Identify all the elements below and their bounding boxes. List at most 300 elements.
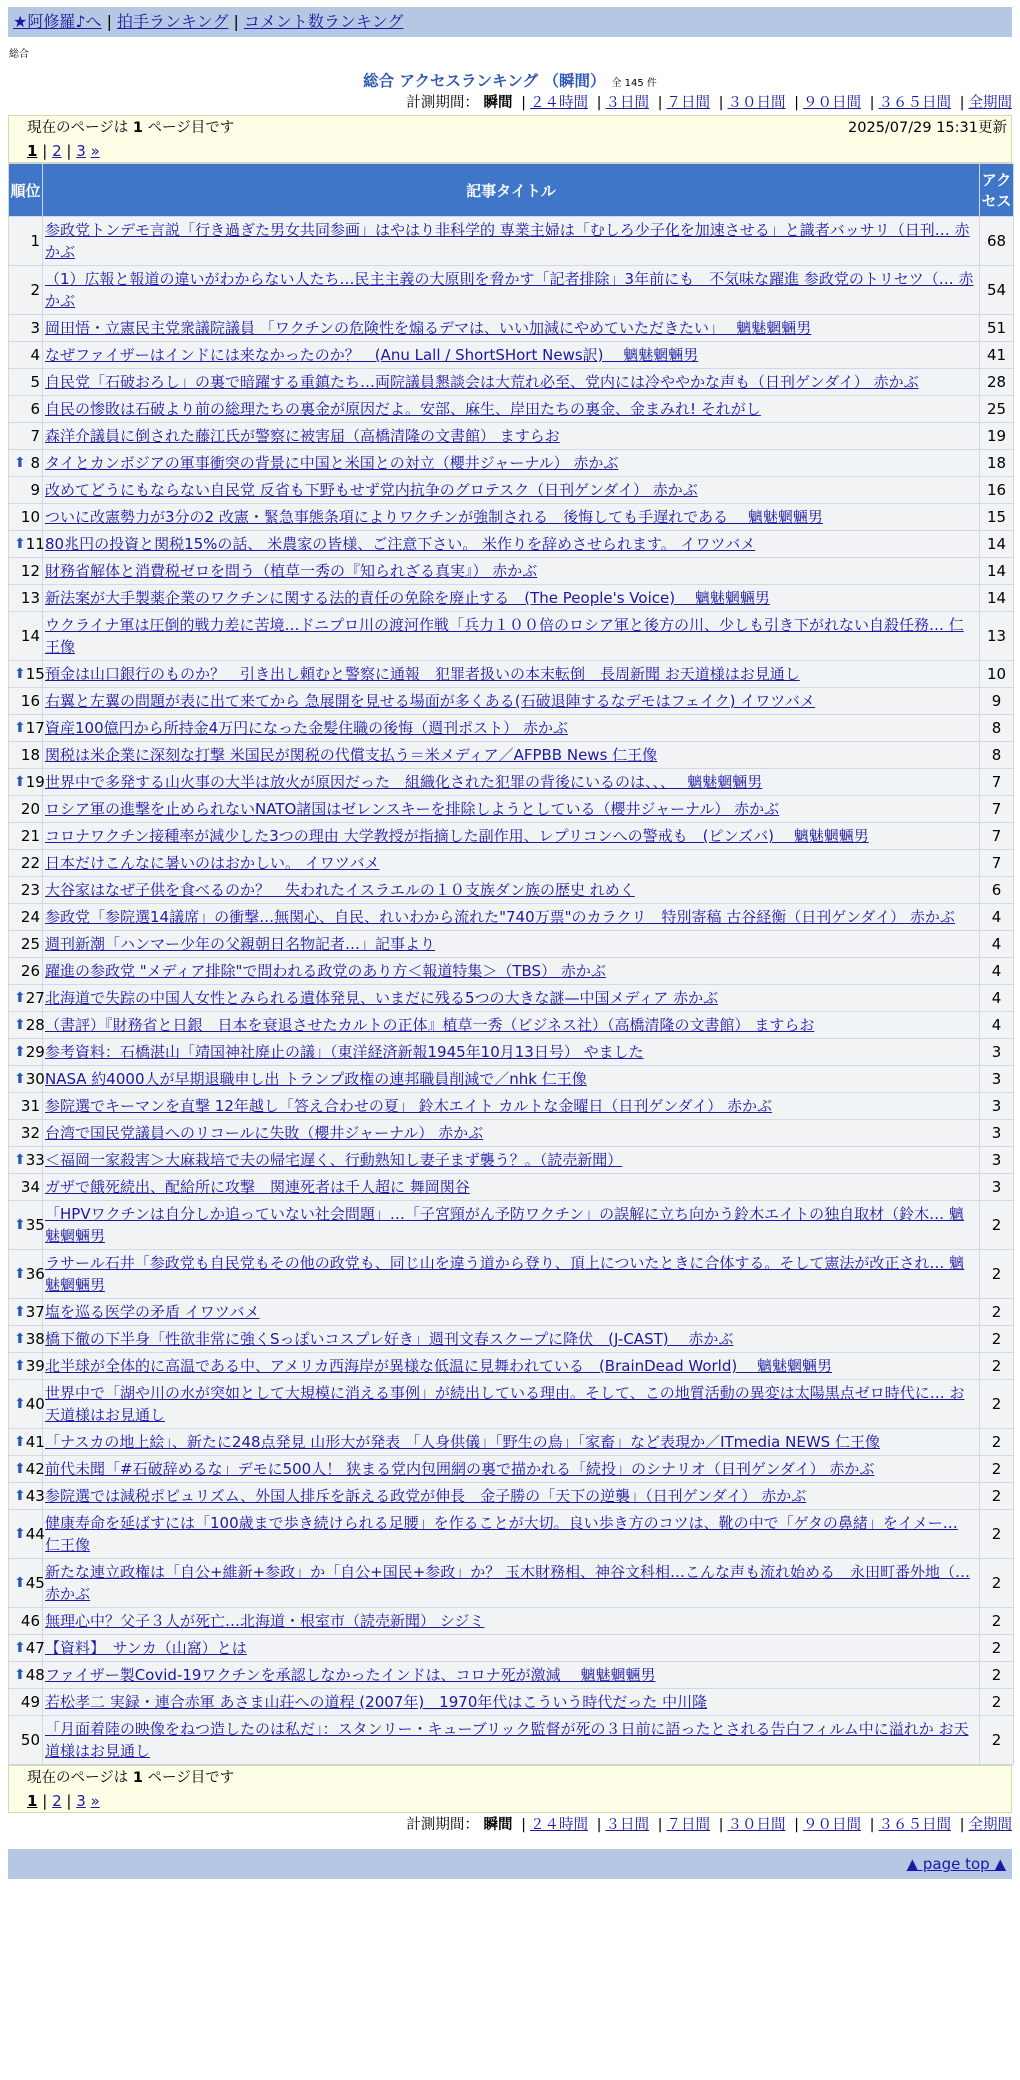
page-separator: | [66,142,72,160]
article-link[interactable]: NASA 約4000人が早期退職申し出 トランプ政権の連邦職員削減で／nhk 仁王像 [45,1070,587,1088]
table-row [9,1120,1013,1146]
access-count: 2 [980,1635,1013,1661]
rank-cell [9,1608,42,1634]
article-link[interactable]: 改めてどうにもならない自民党 反省も下野もせず党内抗争のグロテスク（日刊ゲンダイ） 赤かぶ [45,481,698,499]
title-cell [43,715,979,741]
access-count: 68 [980,217,1013,265]
article-link[interactable]: 【資料】 サンカ（山窩）とは [45,1639,247,1657]
access-count: 2 [980,1608,1013,1634]
rank-up-icon: ⬆ [14,1488,26,1504]
table-row [9,769,1013,795]
table-row [9,266,1013,314]
rank-up-icon: ⬆ [14,1358,26,1374]
title-cell [43,1174,979,1200]
title-cell [43,661,979,687]
title-cell [43,1147,979,1173]
access-count: 8 [980,742,1013,768]
page-3-link[interactable]: 3 [76,1792,86,1810]
article-link[interactable]: 若松孝二 実録・連合赤軍 あさま山荘への道程 (2007年)＿1970年代はこういう時代だった 中川隆 [45,1693,708,1711]
article-link[interactable]: 参院選でキーマンを直撃 12年越し「答え合わせの夏」 鈴木エイト カルトな金曜日（日刊ゲンダイ） 赤かぶ [45,1097,772,1115]
rank-number: 16 [20,692,40,710]
access-count: 14 [980,531,1013,557]
title-cell [43,985,979,1011]
table-row [9,1510,1013,1558]
period-365d[interactable]: ３６５日間 [878,1817,951,1833]
rank-number: 2 [30,281,40,299]
title-cell [43,877,979,903]
rank-cell [9,823,42,849]
title-cell [43,1662,979,1688]
title-cell [43,504,979,530]
title-cell [43,531,979,557]
rank-up-icon: ⬆ [14,1526,26,1542]
rank-number: 49 [20,1693,40,1711]
rank-number: 22 [20,854,40,872]
article-link[interactable]: 自民の惨敗は石破より前の総理たちの裏金が原因だよ。安部、麻生、岸田たちの裏金、金まみれ! それがし [45,400,761,418]
rank-cell [9,1039,45,1065]
access-count: 14 [980,585,1013,611]
access-header: アクセス [980,164,1013,216]
rank-cell [9,1559,45,1607]
rank-cell [9,661,45,687]
rank-number: 5 [30,373,40,391]
rank-number: 39 [25,1357,45,1375]
table-row [9,1635,1013,1661]
period-365d[interactable]: ３６５日間 [878,95,951,111]
page-3-link[interactable]: 3 [76,142,86,160]
period-selector-top [0,91,1012,115]
period-all[interactable]: 全期間 [968,1817,1012,1833]
table-row [9,1066,1013,1092]
title-cell [43,450,979,476]
ranking-body [9,217,1013,1764]
period-3d[interactable]: ３日間 [605,95,649,111]
article-link[interactable]: ファイザー製Covid-19ワクチンを承認しなかったインドは、コロナ死が激減 魑魅魍魎男 [45,1666,656,1684]
page-current: 1 [27,1792,38,1810]
article-link[interactable]: 預金は山口銀行のものか？ 引き出し頼むと警察に通報 犯罪者扱いの本末転倒 長周新聞 お天道様はお見通し [45,665,800,683]
rank-cell [9,1689,42,1715]
rank-cell [9,985,45,1011]
access-count: 25 [980,396,1013,422]
access-count: 4 [980,1012,1013,1038]
table-row [9,477,1013,503]
rank-up-icon: ⬆ [14,990,26,1006]
period-label: 計測期間： [406,95,479,111]
article-link[interactable]: 自民党「石破おろし」の裏で暗躍する重鎮たち…両院議員懇談会は大荒れ必至、党内には冷ややかな声も（日刊ゲンダイ） 赤かぶ [45,373,919,391]
access-count: 15 [980,504,1013,530]
table-row [9,423,1013,449]
article-link[interactable]: 日本だけこんなに暑いのはおかしい。 イワツバメ [45,854,380,872]
period-30d[interactable]: ３０日間 [727,1817,786,1833]
article-link[interactable]: 前代未聞「#石破辞めるな」デモに500人！ 狭まる党内包囲網の裏で描かれる「続投」のシナリオ（日刊ゲンダイ） 赤かぶ [45,1460,875,1478]
rank-up-icon: ⬆ [14,455,26,471]
article-link[interactable]: 資産100億円から所持金4万円になった金髪住職の後悔（週刊ポスト） 赤かぶ [45,719,568,737]
article-link[interactable]: 参考資料：石橋湛山「靖国神社廃止の議」（東洋経済新報1945年10月13日号） やました [45,1043,644,1061]
rank-up-icon: ⬆ [14,1017,26,1033]
rank-number: 48 [25,1666,45,1684]
rank-number: 21 [20,827,40,845]
table-row [9,369,1013,395]
table-row [9,742,1013,768]
title-cell [43,1201,979,1249]
period-all[interactable]: 全期間 [968,95,1012,111]
title-cell [43,1012,979,1038]
rank-up-icon: ⬆ [14,1640,26,1656]
access-count: 28 [980,369,1013,395]
rank-cell [9,769,45,795]
rank-cell [9,342,42,368]
article-link[interactable]: 躍進の参政党 "メディア排除"で問われる政党のあり方＜報道特集＞（TBS） 赤かぶ [45,962,606,980]
article-link[interactable]: 参院選では減税ポピュリズム、外国人排斥を訴える政党が伸長 金子勝の「天下の逆襲」（日刊ゲンダイ） 赤かぶ [45,1487,807,1505]
title-cell [43,315,979,341]
title-cell [43,1353,979,1379]
period-3d[interactable]: ３日間 [605,1817,649,1833]
rank-number: 41 [25,1433,45,1451]
article-link[interactable]: コロナワクチン接種率が減少した3つの理由 大学教授が指摘した副作用、レプリコンへの警戒も (ピンズバ) 魑魅魍魎男 [45,827,869,845]
rank-number: 38 [25,1330,45,1348]
table-row [9,823,1013,849]
table-row [9,958,1013,984]
rank-number: 44 [25,1525,45,1543]
rank-number: 37 [25,1303,45,1321]
article-link[interactable]: 週刊新潮「ハンマー少年の父親朝日名物記者…」記事より [45,935,436,953]
clap-ranking-link[interactable]: 拍手ランキング [116,12,229,31]
table-row [9,1201,1013,1249]
rank-cell [9,850,42,876]
period-separator: | [959,95,965,111]
title-cell [43,558,979,584]
rank-number: 32 [20,1124,40,1142]
title-cell [43,477,979,503]
article-link[interactable]: （書評）『財務省と日銀 日本を衰退させたカルトの正体』植草一秀（ビジネス社）（高橋清隆の文書館） ますらお [45,1016,815,1034]
rank-number: 19 [25,773,45,791]
article-link[interactable]: 新たな連立政権は「自公+維新+参政」か「自公+国民+参政」か？ 玉木財務相、神谷文科相…こんな声も流れ始める 永田町番外地（… 赤かぶ [45,1563,971,1603]
rank-up-icon: ⬆ [14,1044,26,1060]
period-separator: | [521,1817,526,1833]
title-cell [43,1608,979,1634]
pager-bottom [8,1765,1012,1813]
page-links [27,140,1011,162]
access-count: 2 [980,1689,1013,1715]
rank-cell [9,1174,42,1200]
table-row [9,1174,1013,1200]
access-count: 9 [980,688,1013,714]
rank-cell [9,1716,42,1764]
rank-number: 13 [20,589,40,607]
article-link[interactable]: 「ナスカの地上絵」、新たに248点発見 山形大が発表 「人身供儀」「野生の鳥」「家畜」など表現か／ITmedia NEWS 仁王像 [45,1433,880,1451]
rank-cell [9,1456,45,1482]
rank-up-icon: ⬆ [14,666,26,682]
rank-cell [9,585,42,611]
table-header-row [9,164,1013,216]
table-row [9,612,1013,660]
rank-up-icon: ⬆ [14,1266,26,1282]
rank-up-icon: ⬆ [14,1667,26,1683]
table-row [9,931,1013,957]
access-count: 10 [980,661,1013,687]
title-cell [43,266,979,314]
table-row [9,1380,1013,1428]
ranking-table [8,163,1014,1765]
article-link[interactable]: 参政党「参院選14議席」の衝撃…無関心、自民、れいわから流れた"740万票"のカラクリ 特別寄稿 古谷経衡（日刊ゲンダイ） 赤かぶ [45,908,955,926]
rank-cell [9,1429,45,1455]
rank-cell [9,1353,45,1379]
rank-cell [9,958,42,984]
period-30d[interactable]: ３０日間 [727,95,786,111]
article-link[interactable]: 岡田悟・立憲民主党衆議院議員 「ワクチンの危険性を煽るデマは、いい加減にやめていただきたい」 魑魅魍魎男 [45,319,812,337]
table-row [9,715,1013,741]
nav-separator: | [233,12,239,31]
rank-number: 9 [30,481,40,499]
table-row [9,850,1013,876]
page-current: 1 [27,142,38,160]
article-link[interactable]: タイとカンボジアの軍事衝突の背景に中国と米国との対立（櫻井ジャーナル） 赤かぶ [45,454,619,472]
rank-number: 28 [25,1016,45,1034]
period-separator: | [959,1817,965,1833]
article-link[interactable]: ラサール石井「参政党も自民党もその他の政党も、同じ山を違う道から登り、頂上についたときに合体する。そして憲法が改正され… 魑魅魍魎男 [45,1254,965,1294]
rank-number: 12 [20,562,40,580]
table-row [9,1147,1013,1173]
table-row [9,504,1013,530]
page-prefix: 現在のページは [27,120,129,136]
table-row [9,1250,1013,1298]
title-cell [43,423,979,449]
rank-cell [9,612,42,660]
article-link[interactable]: 北半球が全体的に高温である中、アメリカ西海岸が異様な低温に見舞われている (BrainDead World) 魑魅魍魎男 [45,1357,832,1375]
page-status-bottom [27,1766,1011,1790]
rank-cell [9,1201,45,1249]
access-count: 2 [980,1201,1013,1249]
rank-number: 46 [20,1612,40,1630]
rank-cell [9,504,42,530]
page-separator: | [42,1792,48,1810]
article-link[interactable]: （1）広報と報道の違いがわからない人たち…民主主義の大原則を脅かす「記者排除」3年前にも 不気味な躍進 参政党のトリセツ（… 赤かぶ [45,270,974,310]
period-24h[interactable]: ２４時間 [530,1817,588,1833]
title-cell [43,1326,979,1352]
next-page-link[interactable]: » [90,1792,100,1810]
access-count: 2 [980,1299,1013,1325]
rank-cell [9,796,42,822]
rank-number: 27 [25,989,45,1007]
title-cell [43,342,979,368]
access-count: 3 [980,1174,1013,1200]
article-link[interactable]: 「月面着陸の映像をねつ造したのは私だ」：スタンリー・キューブリック監督が死の３日前に語ったとされる告白フィルム中に溢れか お天道様はお見通し [45,1720,969,1760]
rank-number: 20 [20,800,40,818]
rank-cell [9,1120,42,1146]
access-count: 51 [980,315,1013,341]
pager-top [8,115,1012,163]
updated-time: 2025/07/29 15:31更新 [848,120,1007,136]
rank-cell [9,266,42,314]
period-90d[interactable]: ９０日間 [803,1817,861,1833]
period-separator: | [869,1817,875,1833]
rank-cell [9,217,42,265]
table-row [9,1456,1013,1482]
period-separator: | [596,95,602,111]
rank-number: 1 [30,232,40,250]
access-count: 3 [980,1093,1013,1119]
period-separator: | [657,1817,663,1833]
rank-number: 50 [20,1731,40,1749]
table-row [9,450,1013,476]
article-link[interactable]: 「HPVワクチンは自分しか追っていない社会問題」…「子宮頸がん予防ワクチン」の誤解に立ち向かう鈴木エイトの独自取材（鈴木… 魑魅魍魎男 [45,1205,964,1245]
table-row [9,1093,1013,1119]
title-cell [43,1250,979,1298]
period-separator: | [794,1817,799,1833]
rank-up-icon: ⬆ [14,774,26,790]
page-links-bottom [27,1790,1011,1812]
article-link[interactable]: 新法案が大手製薬企業のワクチンに関する法的責任の免除を廃止する (The People's Voice) 魑魅魍魎男 [45,589,770,607]
period-24h[interactable]: ２４時間 [530,95,588,111]
rank-cell [9,1662,45,1688]
title-cell [43,1689,979,1715]
title-cell [43,1066,979,1092]
rank-number: 18 [20,746,40,764]
page-top-link[interactable]: ▲ page top ▲ [906,1855,1006,1873]
page-2-link[interactable]: 2 [52,142,62,160]
article-link[interactable]: 塩を巡る医学の矛盾 イワツバメ [45,1303,260,1321]
access-count: 14 [980,558,1013,584]
article-link[interactable]: 財務省解体と消費税ゼロを問う（植草一秀の『知られざる真実』） 赤かぶ [45,562,538,580]
access-count: 2 [980,1662,1013,1688]
period-7d[interactable]: ７日間 [666,1817,710,1833]
rank-number: 33 [25,1151,45,1169]
rank-cell [9,877,42,903]
rank-up-icon: ⬆ [14,1217,26,1233]
page-number: 1 [132,120,143,136]
article-link[interactable]: 無理心中？父子３人が死亡…北海道・根室市（読売新聞） シジミ [45,1612,485,1630]
rank-number: 26 [20,962,40,980]
article-link[interactable]: ガザで餓死続出、配給所に攻撃 関連死者は千人超に 舞岡関谷 [45,1178,470,1196]
rank-up-icon: ⬆ [14,1304,26,1320]
rank-cell [9,1147,45,1173]
title-cell [43,585,979,611]
period-separator: | [521,95,526,111]
rank-number: 15 [25,665,45,683]
period-7d[interactable]: ７日間 [666,95,710,111]
rank-up-icon: ⬆ [14,1461,26,1477]
rank-cell [9,1510,45,1558]
article-link[interactable]: 世界中で多発する山火事の大半は放火が原因だった 組織化された犯罪の背後にいるのは、、、 魑魅魍魎男 [45,773,763,791]
article-link[interactable]: 世界中で「湖や川の水が突如として大規模に消える事例」が続出している理由。そして、この地質活動の異変は太陽黒点ゼロ時代に… お天道様はお見通し [45,1384,965,1424]
next-page-link[interactable]: » [90,142,100,160]
access-count: 4 [980,985,1013,1011]
access-count: 3 [980,1039,1013,1065]
article-link[interactable]: 関税は米企業に深刻な打撃 米国民が関税の代償支払う＝米メディア／AFPBB News 仁王像 [45,746,658,764]
title-cell [43,1039,979,1065]
article-link[interactable]: 参政党トンデモ言説「行き過ぎた男女共同参画」はやはり非科学的 専業主婦は「むしろ少子化を加速させる」と識者バッサリ（日刊… 赤かぶ [45,221,970,261]
title-cell [43,369,979,395]
ranking-title: 総合 アクセスランキング （瞬間） [363,72,606,90]
top-nav-bar [8,7,1012,37]
page-suffix: ページ目です [147,1770,235,1786]
access-count: 3 [980,1147,1013,1173]
title-cell [43,1120,979,1146]
title-cell [43,1559,979,1607]
article-link[interactable]: 橋下徹の下半身「性欲非常に強くSっぽいコスプレ好き」週刊文春スクープに降伏 (J-CAST) 赤かぶ [45,1330,734,1348]
rank-cell [9,558,42,584]
title-header: 記事タイトル [43,164,979,216]
title-cell [43,1510,979,1558]
rank-number: 29 [25,1043,45,1061]
title-cell [43,1380,979,1428]
article-link[interactable]: 80兆円の投資と関税15%の話、 米農家の皆様、ご注意下さい。 米作りを辞めさせられます。 イワツバメ [45,535,756,553]
period-separator: | [718,95,724,111]
period-selector-bottom [0,1813,1012,1837]
rank-number: 31 [20,1097,40,1115]
rank-number: 34 [20,1178,40,1196]
article-link[interactable]: 森洋介議員に倒された藤江氏が警察に被害届（高橋清隆の文書館） ますらお [45,427,560,445]
article-link[interactable]: 北海道で失踪の中国人女性とみられる遺体発見、いまだに残る5つの大きな謎—中国メディア 赤かぶ [45,989,719,1007]
access-count: 7 [980,769,1013,795]
period-current: 瞬間 [483,1817,513,1833]
article-link[interactable]: ロシア軍の進撃を止められないNATO諸国はゼレンスキーを排除しようとしている（櫻井ジャーナル） 赤かぶ [45,800,780,818]
article-link[interactable]: なぜファイザーはインドには来なかったのか？ (Anu Lall / ShortSHort News訳) 魑魅魍魎男 [45,346,699,364]
access-count: 2 [980,1429,1013,1455]
title-cell [43,217,979,265]
article-link[interactable]: ＜福岡一家殺害＞大麻栽培で夫の帰宅遅く、行動熟知し妻子まず襲う？。（読売新聞） [45,1151,623,1169]
table-row [9,217,1013,265]
access-count: 3 [980,1066,1013,1092]
title-cell [43,396,979,422]
rank-cell [9,423,42,449]
rank-cell [9,1066,45,1092]
rank-cell [9,1380,45,1428]
table-row [9,1689,1013,1715]
access-count: 2 [980,1250,1013,1298]
rank-number: 25 [20,935,40,953]
article-link[interactable]: 健康寿命を延ばすには「100歳まで歩き続けられる足腰」を作ることが大切。良い歩き方のコツは、靴の中で「ゲタの鼻緒」をイメー… 仁王像 [45,1514,958,1554]
table-row [9,1012,1013,1038]
rank-up-icon: ⬆ [14,1575,26,1591]
table-row [9,661,1013,687]
article-link[interactable]: 台湾で国民党議員へのリコールに失敗（櫻井ジャーナル） 赤かぶ [45,1124,484,1142]
page-2-link[interactable]: 2 [52,1792,62,1810]
article-link[interactable]: ウクライナ軍は圧倒的戦力差に苦境…ドニプロ川の渡河作戦「兵力１００倍のロシア軍と後方の川、少しも引き下がれない自殺任務… 仁王像 [45,616,964,656]
rank-number: 30 [25,1070,45,1088]
access-count: 2 [980,1716,1013,1764]
table-row [9,796,1013,822]
title-cell [43,688,979,714]
table-row [9,585,1013,611]
page-prefix: 現在のページは [27,1770,129,1786]
page-title [0,71,1020,91]
home-link[interactable]: ★阿修羅♪へ [13,12,102,31]
access-count: 2 [980,1559,1013,1607]
access-count: 54 [980,266,1013,314]
rank-cell [9,1483,45,1509]
title-cell [43,1716,979,1764]
period-90d[interactable]: ９０日間 [803,95,861,111]
title-cell [43,1299,979,1325]
title-cell [43,931,979,957]
rank-cell [9,904,42,930]
rank-cell [9,315,42,341]
access-count: 7 [980,850,1013,876]
comment-ranking-link[interactable]: コメント数ランキング [243,12,404,31]
rank-up-icon: ⬆ [14,1331,26,1347]
access-count: 13 [980,612,1013,660]
article-link[interactable]: 右翼と左翼の問題が表に出て来てから 急展開を見せる場面が多くある(石破退陣するなデモはフェイク) イワツバメ [45,692,815,710]
rank-number: 8 [30,454,40,472]
period-separator: | [657,95,663,111]
rank-cell [9,1250,45,1298]
article-link[interactable]: ついに改憲勢力が3分の2 改憲・緊急事態条項によりワクチンが強制される 後悔しても手遅れである 魑魅魍魎男 [45,508,823,526]
rank-number: 36 [25,1265,45,1283]
article-link[interactable]: 大谷家はなぜ子供を食べるのか？ 失われたイスラエルの１０支族ダン族の歴史 れめく [45,881,635,899]
access-count: 7 [980,823,1013,849]
rank-cell [9,1299,45,1325]
